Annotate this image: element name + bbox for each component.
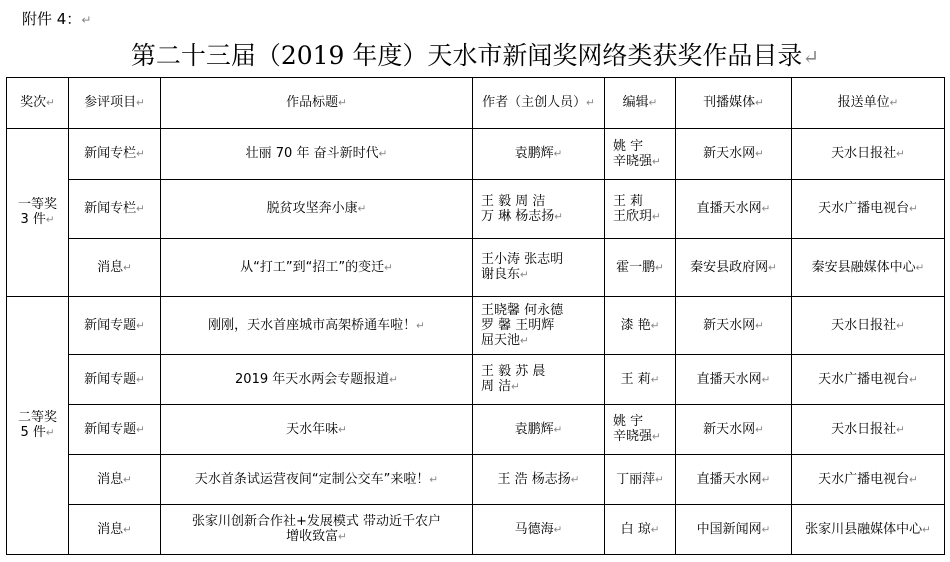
work-title-cell: 张家川创新合作社+发展模式 带动近千农户 增收致富↵ — [161, 505, 473, 555]
unit-cell-text: 天水日报社 — [831, 421, 897, 437]
work-title-cell: 天水年味↵ — [161, 405, 473, 455]
editor-cell: 漆 艳↵ — [605, 297, 676, 355]
editor-cell-line: 辛晓强 — [613, 153, 653, 169]
media-cell-text: 秦安县政府网 — [690, 259, 769, 275]
editor-cell: 王 莉 王欣玥↵ — [605, 180, 676, 239]
unit-cell-text: 天水日报社 — [831, 317, 897, 333]
editor-cell: 姚 宇 辛晓强↵ — [605, 129, 676, 180]
unit-cell: 天水日报社↵ — [792, 129, 945, 180]
author-cell: 王 毅 苏 晨 周 洁↵ — [473, 355, 605, 405]
unit-cell: 天水广播电视台↵ — [792, 455, 945, 505]
media-cell-text: 新天水网 — [703, 146, 756, 161]
unit-cell: 天水日报社↵ — [792, 297, 945, 355]
editor-cell-line: 丁丽萍 — [616, 471, 656, 487]
document-title: 第二十三届（2019 年度）天水市新闻奖网络类获奖作品目录↵ — [130, 41, 820, 70]
work-title-cell-line: 壮丽 70 年 奋斗新时代 — [245, 146, 379, 161]
work-title-cell: 刚刚，天水首座城市高架桥通车啦！↵ — [161, 297, 473, 355]
table-row — [7, 355, 945, 405]
unit-cell-text: 天水广播电视台 — [818, 371, 910, 387]
editor-cell-line: 漆 艳 — [620, 317, 651, 333]
header-cell: 奖次↵ — [7, 78, 69, 129]
media-cell-text: 直播天水网 — [696, 471, 762, 487]
category-cell-text: 消息 — [97, 259, 124, 275]
editor-cell: 霍一鹏↵ — [605, 239, 676, 297]
author-cell-line: 谢良东 — [481, 267, 521, 282]
unit-cell: 秦安县融媒体中心↵ — [792, 239, 945, 297]
author-cell-line: 王 浩 杨志扬 — [497, 471, 571, 487]
author-cell-line: 袁鹏辉 — [514, 421, 554, 437]
work-title-cell-line: 天水年味 — [286, 421, 339, 437]
category-cell: 消息↵ — [69, 239, 161, 297]
award-level-cell: 二等奖 5 件↵ — [7, 297, 69, 555]
author-cell-line: 万 琳 杨志扬 — [481, 208, 555, 224]
editor-cell-line: 姚 宇 — [613, 138, 644, 154]
header-cell: 作品标题↵ — [161, 78, 473, 129]
table-row — [7, 239, 945, 297]
author-cell: 袁鹏辉↵ — [473, 405, 605, 455]
category-cell-text: 新闻专题 — [84, 421, 137, 437]
editor-cell-line: 王 莉 — [620, 371, 651, 387]
award-level-cell: 一等奖 3 件↵ — [7, 129, 69, 297]
header-cell: 报送单位↵ — [792, 78, 945, 129]
media-cell: 直播天水网↵ — [676, 180, 792, 239]
category-cell: 消息↵ — [69, 505, 161, 555]
category-cell: 新闻专栏↵ — [69, 180, 161, 239]
work-title-cell-line: 脱贫攻坚奔小康 — [266, 201, 358, 216]
media-cell-text: 新天水网 — [703, 421, 756, 437]
author-cell-line: 王小涛 张志明 — [481, 252, 564, 267]
header-cell: 刊播媒体↵ — [676, 78, 792, 129]
table-header-row — [7, 78, 945, 129]
award-level-cell-line: 二等奖 — [17, 410, 57, 425]
editor-cell-line: 姚 宇 — [613, 414, 644, 429]
unit-cell: 天水广播电视台↵ — [792, 355, 945, 405]
media-cell: 新天水网↵ — [676, 297, 792, 355]
work-title-cell: 2019 年天水两会专题报道↵ — [161, 355, 473, 405]
work-title-cell: 脱贫攻坚奔小康↵ — [161, 180, 473, 239]
unit-cell-text: 天水广播电视台 — [818, 471, 910, 487]
editor-cell: 白 琼↵ — [605, 505, 676, 555]
media-cell: 直播天水网↵ — [676, 455, 792, 505]
unit-cell-text: 张家川县融媒体中心 — [805, 521, 923, 537]
category-cell-text: 消息 — [97, 521, 124, 537]
award-level-cell-line: 5 件 — [20, 425, 46, 440]
media-cell: 中国新闻网↵ — [676, 505, 792, 555]
header-cell: 编辑↵ — [605, 78, 676, 129]
author-cell-line: 屈天池 — [481, 332, 521, 348]
work-title-cell-line: 增收致富 — [286, 529, 339, 544]
author-cell-line: 王 毅 苏 晨 — [481, 364, 546, 379]
category-cell-text: 新闻专题 — [84, 371, 137, 387]
author-cell-line: 罗 馨 王明辉 — [481, 317, 555, 333]
work-title-cell-line: 2019 年天水两会专题报道 — [235, 371, 390, 387]
unit-cell: 张家川县融媒体中心↵ — [792, 505, 945, 555]
editor-cell: 姚 宇 辛晓强↵ — [605, 405, 676, 455]
unit-cell: 天水日报社↵ — [792, 405, 945, 455]
category-cell-text: 新闻专栏 — [84, 201, 137, 216]
author-cell: 马德海↵ — [473, 505, 605, 555]
author-cell-line: 马德海 — [514, 521, 554, 537]
header-cell: 作者（主创人员）↵ — [473, 78, 605, 129]
media-cell-text: 直播天水网 — [696, 371, 762, 387]
author-cell: 王小涛 张志明 谢良东↵ — [473, 239, 605, 297]
category-cell: 新闻专题↵ — [69, 405, 161, 455]
awards-table — [6, 77, 945, 555]
work-title-cell-line: 张家川创新合作社+发展模式 带动近千农户 — [191, 514, 442, 529]
category-cell: 消息↵ — [69, 455, 161, 505]
media-cell: 直播天水网↵ — [676, 355, 792, 405]
unit-cell-text: 秦安县融媒体中心 — [811, 259, 916, 275]
header-cell: 参评项目↵ — [69, 78, 161, 129]
media-cell-text: 中国新闻网 — [696, 521, 762, 537]
work-title-cell-line: 刚刚，天水首座城市高架桥通车啦！ — [208, 317, 417, 333]
unit-cell: 天水广播电视台↵ — [792, 180, 945, 239]
editor-cell: 丁丽萍↵ — [605, 455, 676, 505]
category-cell: 新闻专题↵ — [69, 297, 161, 355]
work-title-cell-line: 天水首条试运营夜间“定制公交车”来啦！ — [194, 471, 430, 487]
editor-cell-line: 霍一鹏 — [616, 259, 656, 275]
work-title-cell: 从“打工”到“招工”的变迁↵ — [161, 239, 473, 297]
editor-cell-line: 白 琼 — [620, 521, 651, 537]
author-cell: 王晓馨 何永德 罗 馨 王明辉 屈天池↵ — [473, 297, 605, 355]
work-title-cell: 天水首条试运营夜间“定制公交车”来啦！↵ — [161, 455, 473, 505]
editor-cell-line: 辛晓强 — [613, 429, 653, 444]
editor-cell: 王 莉↵ — [605, 355, 676, 405]
author-cell-line: 王晓馨 何永德 — [481, 302, 564, 318]
media-cell: 秦安县政府网↵ — [676, 239, 792, 297]
media-cell: 新天水网↵ — [676, 405, 792, 455]
table-row — [7, 505, 945, 555]
author-cell-line: 王 毅 周 洁 — [481, 193, 546, 209]
author-cell: 王 毅 周 洁 万 琳 杨志扬↵ — [473, 180, 605, 239]
author-cell: 王 浩 杨志扬↵ — [473, 455, 605, 505]
work-title-cell-line: 从“打工”到“招工”的变迁 — [240, 259, 385, 275]
category-cell-text: 新闻专栏 — [84, 146, 137, 161]
category-cell-text: 新闻专题 — [84, 317, 137, 333]
author-cell-line: 周 洁 — [481, 379, 512, 394]
table-row — [7, 405, 945, 455]
media-cell-text: 新天水网 — [703, 317, 756, 333]
editor-cell-line: 王 莉 — [613, 193, 644, 209]
attachment-label: 附件 4：↵ — [22, 10, 92, 28]
table-row — [7, 455, 945, 505]
table-row — [7, 129, 945, 180]
award-level-cell-line: 3 件 — [20, 212, 46, 227]
category-cell-text: 消息 — [97, 471, 124, 487]
category-cell: 新闻专题↵ — [69, 355, 161, 405]
work-title-cell: 壮丽 70 年 奋斗新时代↵ — [161, 129, 473, 180]
media-cell: 新天水网↵ — [676, 129, 792, 180]
award-level-cell-line: 一等奖 — [17, 197, 57, 212]
editor-cell-line: 王欣玥 — [613, 208, 653, 224]
author-cell-line: 袁鹏辉 — [514, 146, 554, 161]
unit-cell-text: 天水广播电视台 — [818, 201, 910, 216]
author-cell: 袁鹏辉↵ — [473, 129, 605, 180]
category-cell: 新闻专栏↵ — [69, 129, 161, 180]
table-row — [7, 180, 945, 239]
media-cell-text: 直播天水网 — [696, 201, 762, 216]
table-row — [7, 297, 945, 355]
unit-cell-text: 天水日报社 — [831, 146, 897, 161]
